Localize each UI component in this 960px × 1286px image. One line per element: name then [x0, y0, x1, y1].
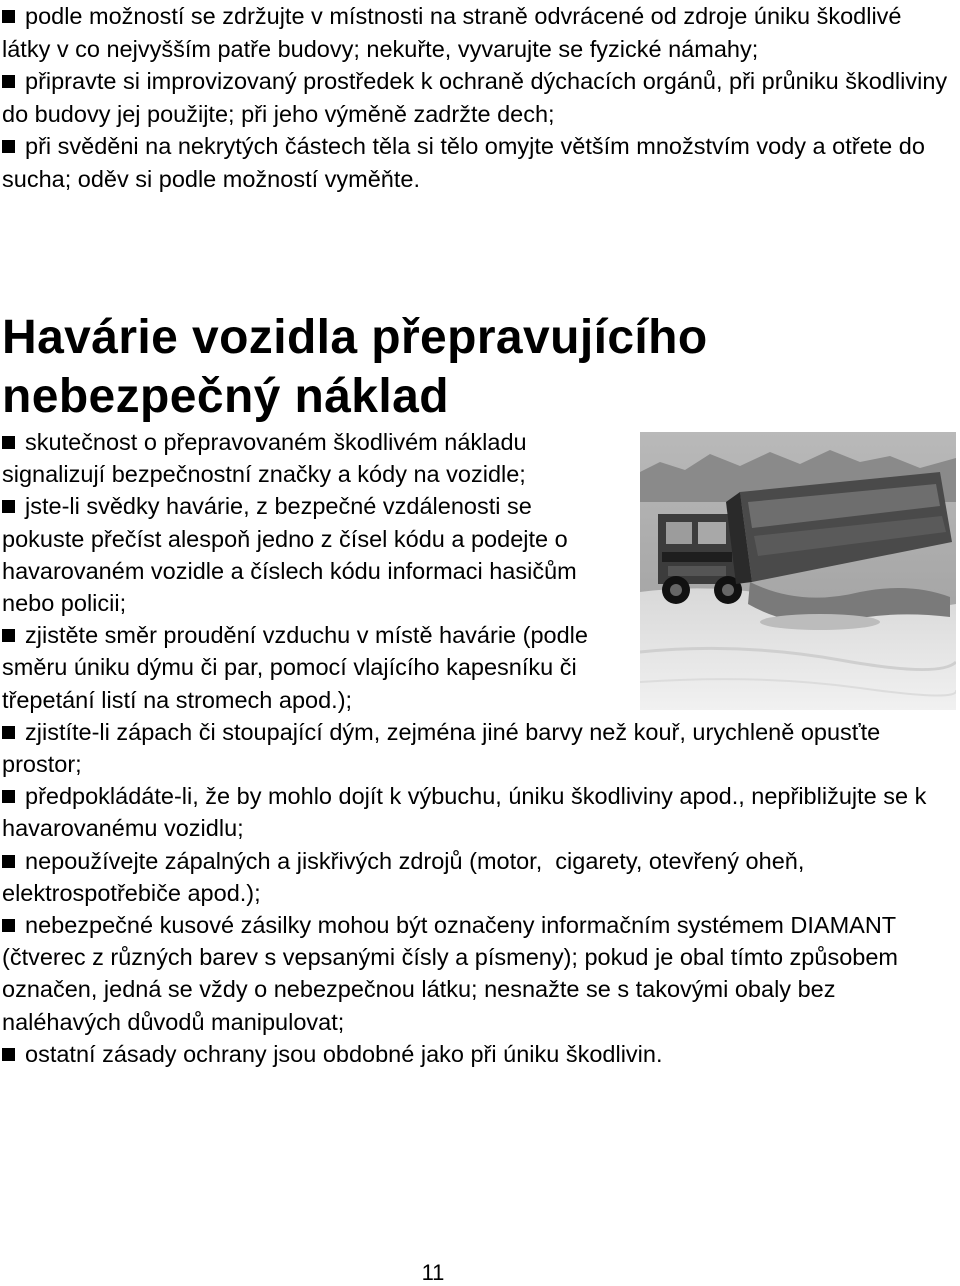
square-bullet-icon	[2, 436, 15, 449]
heading-line-2: nebezpečný náklad	[2, 370, 449, 423]
list-item: nepoužívejte zápalných a jiskřivých zdrojů (motor, cigarety, otevřený oheň, elektrospotřebiče apod.);	[2, 847, 818, 906]
page-number: 11	[421, 1260, 445, 1285]
list-item: ostatní zásady ochrany jsou obdobné jako při úniku škodlivin.	[2, 1038, 952, 1070]
section-heading	[2, 308, 708, 426]
list-item: skutečnost o přepravovaném škodlivém nákladu signalizují bezpečnostní značky a kódy na vozidle;	[2, 429, 534, 488]
list-item: zjistíte-li zápach či stoupající dým, zejména jiné barvy než kouř, urychleně opusťte prostor;	[2, 718, 887, 778]
list-item: připravte si improvizovaný prostředek k ochraně dýchacích orgánů, při průniku škodliviny do budovy jej použijte; při jeho výměně zadržte dech;	[2, 68, 954, 127]
square-bullet-icon	[2, 790, 15, 803]
square-bullet-icon	[2, 1048, 15, 1061]
section-bullet-list	[2, 426, 952, 1070]
list-item: předpokládáte-li, že by mohlo dojít k výbuchu, úniku škodliviny apod., nepřibližujte se k havarovanému vozidlu;	[2, 783, 933, 842]
square-bullet-icon	[2, 919, 15, 932]
square-bullet-icon	[2, 140, 15, 153]
square-bullet-icon	[2, 629, 15, 642]
square-bullet-icon	[2, 500, 15, 513]
intro-bullet-list	[2, 0, 952, 195]
square-bullet-icon	[2, 855, 15, 868]
list-item: zjistěte směr proudění vzduchu v místě havárie (podle směru úniku dýmu či par, pomocí vlajícího kapesníku či třepetání listí na stromech apod.);	[2, 622, 595, 713]
square-bullet-icon	[2, 726, 15, 739]
list-item: nebezpečné kusové zásilky mohou být označeny informačním systémem DIAMANT (čtverec z různých barev s vepsanými čísly a písmeny); pokud je obal tímto způsobem označen, jedná se vždy o nebezpečnou látku; nesnažte se s takovými obaly bez naléhavých důvodů manipulovat;	[2, 912, 905, 1035]
heading-line-1: Havárie vozidla přepravujícího	[2, 311, 708, 364]
list-beside-photo	[2, 426, 612, 716]
square-bullet-icon	[2, 10, 15, 23]
square-bullet-icon	[2, 75, 15, 88]
list-item: jste-li svědky havárie, z bezpečné vzdálenosti se pokuste přečíst alespoň jedno z čísel kódu a podejte o havarovaném vozidle a číslech kódu informaci hasičům nebo policii;	[2, 493, 584, 617]
list-item: podle možností se zdržujte v místnosti na straně odvrácené od zdroje úniku škodlivé látky v co nejvyšším patře budovy; nekuřte, vyvarujte se fyzické námahy;	[2, 3, 909, 62]
list-item: při svěděni na nekrytých částech těla si tělo omyjte větším množstvím vody a otřete do sucha; oděv si podle možností vyměňte.	[2, 133, 932, 192]
